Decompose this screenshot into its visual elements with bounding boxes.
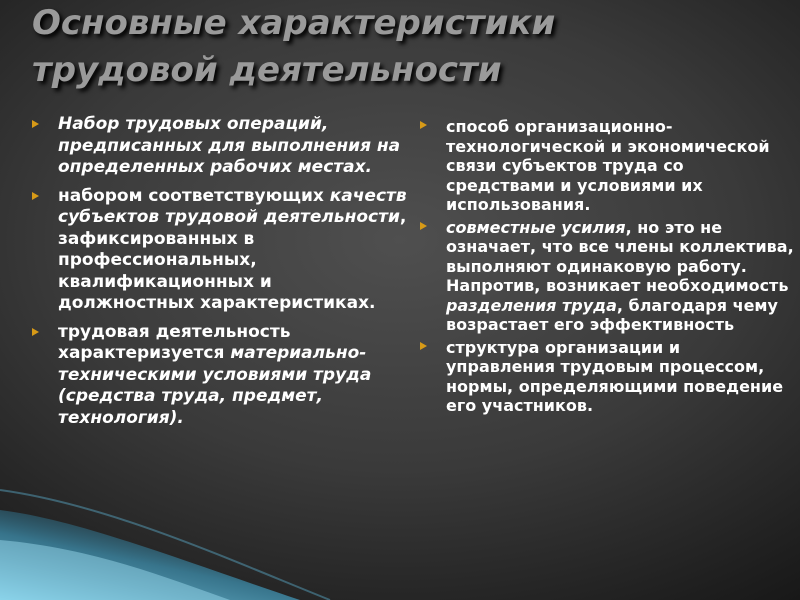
item-text: способ организационно-технологической и экономической связи субъектов труда со средствами и условиями их использования. (446, 117, 770, 214)
bullet-arrow-icon (32, 120, 39, 128)
bullet-arrow-icon (32, 192, 39, 200)
item-text-italic: качеств субъектов трудовой деятельности (58, 185, 407, 227)
item-text: набором соответствующих (58, 185, 330, 206)
list-item (418, 218, 794, 335)
list-item (30, 114, 410, 179)
item-text: трудовая деятельность характеризуется (58, 321, 291, 363)
list-item (418, 117, 794, 215)
item-text: структура организации и управления трудовым процессом, нормы, определяющими поведение его участников. (446, 337, 784, 415)
bullet-arrow-icon (420, 342, 427, 350)
item-text-tail: , зафиксированных в профессиональных, квалификационных и должностных характеристиках. (58, 207, 407, 313)
bullet-arrow-icon (420, 121, 427, 129)
item-text-italic: материально-техническими условиями труда (средства труда, предмет, технология). (58, 343, 372, 428)
item-text: , но это не означает, что все члены коллектива, выполняют одинаковую работу. Напротив, возникает необходимость (446, 217, 794, 295)
right-column (418, 117, 794, 419)
item-text: Набор трудовых операций, предписанных для выполнения на определенных рабочих местах. (58, 114, 401, 177)
item-text-italic: разделения труда (446, 295, 617, 315)
left-column (30, 114, 410, 436)
item-text-italic: совместные усилия (446, 217, 626, 237)
slide-title-line1: Основные характеристики (32, 3, 556, 43)
list-item (30, 322, 410, 430)
list-item (30, 186, 410, 315)
bullet-arrow-icon (420, 222, 427, 230)
list-item (418, 338, 794, 416)
bullet-arrow-icon (32, 328, 39, 336)
slide-title (32, 0, 555, 94)
item-text-tail: , благодаря чему возрастает его эффективность (446, 295, 778, 334)
slide-title-line2: трудовой деятельности (32, 50, 502, 90)
